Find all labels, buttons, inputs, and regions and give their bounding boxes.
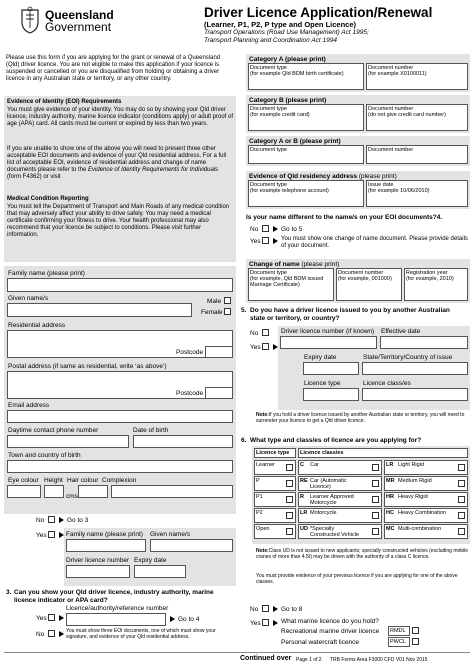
cat-a-doc-type-label: Document type xyxy=(250,65,287,71)
licence-class-label: Heavy Combination xyxy=(398,510,446,516)
cat-ab-doc-type-label: Document type xyxy=(250,147,287,153)
q7-rec-label: Recreational marine driver licence xyxy=(281,628,380,635)
change-doc-type-eg: (for example, Qld BDM issued Marriage Certificate) xyxy=(250,276,324,288)
q2-expiry-field[interactable] xyxy=(134,565,186,578)
cat-b-doc-number-label: Document number xyxy=(368,106,414,112)
category-a-doc-type[interactable] xyxy=(248,63,364,90)
q4-yes-checkbox[interactable] xyxy=(262,237,269,244)
page-number: Page 1 of 2 xyxy=(296,657,322,663)
female-label: Female xyxy=(201,309,223,316)
change-reg-year-label: Registration year xyxy=(406,270,448,276)
licence-type-checkbox[interactable] xyxy=(286,512,293,519)
change-heading-text: Change of name xyxy=(249,261,300,268)
q5-exp-date-label: Expiry date xyxy=(304,354,337,361)
change-reg-year-eg: (for example, 2010) xyxy=(406,276,454,282)
change-doc-type-label: Document type xyxy=(250,270,287,276)
q5-eff-date-field[interactable] xyxy=(380,336,468,349)
q2-no-checkbox[interactable] xyxy=(48,516,55,523)
q7-question: What marine licence do you hold? xyxy=(281,618,379,625)
licence-class-label: Motorcycle xyxy=(310,510,337,516)
q2-expiry-label: Expiry date xyxy=(134,557,167,564)
q6-note-text: Class UD is not issued to new applicants; specially constructed vehicles (excluding mobile cranes of more than 4.5t) may be driven with the authority of a class C licence. xyxy=(256,548,469,560)
licence-class-label: *Specially Constructed Vehicle xyxy=(310,526,359,538)
cat-a-doc-type-eg: (for example Qld BDM birth certificate) xyxy=(250,71,344,77)
q7-yes-label: Yes xyxy=(250,620,261,627)
q4-no-checkbox[interactable] xyxy=(262,225,269,232)
q3-ref-field[interactable] xyxy=(66,613,166,626)
cat-a-doc-number-eg: (for example X0100011) xyxy=(368,71,427,77)
complexion-label: Complexion xyxy=(102,477,137,484)
change-of-name-heading xyxy=(249,261,339,268)
cat-b-doc-type-eg: (for example credit card) xyxy=(250,112,310,118)
eoi-heading: Evidence of Identity (EOI) Requirements xyxy=(7,99,122,105)
q2-yes-label: Yes xyxy=(36,532,47,539)
category-a-heading: Category A (please print) xyxy=(249,56,326,63)
licence-type-checkbox[interactable] xyxy=(286,496,293,503)
male-checkbox[interactable] xyxy=(224,297,231,304)
licence-class-label: Car (Automatic Licence) xyxy=(310,478,347,490)
q4-yes-label: Yes xyxy=(250,238,261,245)
residency-heading-note: (please print) xyxy=(358,173,397,180)
q4-yes-text: You must show one change of name document. Please provide details of your document. xyxy=(281,236,468,249)
q6-note xyxy=(256,548,470,560)
q5-classes-label: Licence class/es xyxy=(363,380,411,387)
residential-postcode-field[interactable] xyxy=(205,346,233,358)
q7-no-checkbox[interactable] xyxy=(262,605,269,612)
org-name-line1: Queensland xyxy=(45,8,114,22)
female-checkbox[interactable] xyxy=(224,308,231,315)
licence-class-cell xyxy=(384,508,468,523)
town-country-field[interactable] xyxy=(7,460,233,473)
q5-note-label: Note: xyxy=(256,412,269,418)
licence-type-checkbox[interactable] xyxy=(286,480,293,487)
q7-pwc-code: PWCL xyxy=(388,637,410,647)
postal-address-label: Postal address (if same as residential, write ‘as above’) xyxy=(8,363,167,370)
residency-issue-label: Issue date xyxy=(368,182,394,188)
residency-doc-type-eg: (for example telephone account) xyxy=(250,188,329,194)
cat-b-doc-number-eg: (do not give credit card number) xyxy=(368,112,446,118)
licence-class-label: Light Rigid xyxy=(398,462,424,468)
licence-class-cell xyxy=(384,476,468,491)
family-name-field[interactable] xyxy=(7,278,233,292)
licence-class-label: Heavy Rigid xyxy=(398,494,428,500)
q5-state-label: State/Territory/Country of issue xyxy=(363,354,453,361)
medical-heading: Medical Condition Reporting xyxy=(7,196,89,202)
licence-class-label: Car xyxy=(310,462,319,468)
q2-family-label: Family name (please print) xyxy=(66,531,143,538)
given-names-label: Given name/s xyxy=(8,295,49,302)
cat-ab-doc-number-label: Document number xyxy=(368,147,414,153)
continued-over: Continued over xyxy=(240,655,292,662)
licence-class-code: MC xyxy=(386,526,395,532)
eoi-paragraph-2 xyxy=(7,146,233,181)
arrow-icon xyxy=(59,631,64,637)
dob-label: Date of birth xyxy=(133,427,169,434)
q4-no-label: No xyxy=(250,226,259,233)
arrow-icon xyxy=(273,620,278,626)
cat-a-doc-number-label: Document number xyxy=(368,65,414,71)
q3-no-checkbox[interactable] xyxy=(48,630,55,637)
licence-type-checkbox[interactable] xyxy=(286,464,293,471)
category-ab-doc-type[interactable] xyxy=(248,145,364,164)
licence-class-code: RE xyxy=(300,478,308,484)
category-ab-doc-number[interactable] xyxy=(366,145,468,164)
category-b-heading: Category B (please print) xyxy=(249,97,327,104)
act-reference-2: Transport Planning and Coordination Act 1994 xyxy=(204,37,337,44)
q5-note xyxy=(256,412,468,424)
complexion-field[interactable] xyxy=(111,485,233,498)
q4-question-text: Is your name different to the name/s on your EOI documents? xyxy=(246,214,437,221)
licence-class-cell xyxy=(298,508,382,523)
eoi-paragraph-1: You must give evidence of your identity. You may do so by showing your Qld driver licence, industry authority, marine licence indicator (conditions apply) or adult proof of age (APA) card. All cards must be current or expired by less than two years. xyxy=(7,107,234,127)
arrow-icon xyxy=(273,238,278,244)
q7-pwc-checkbox[interactable] xyxy=(412,638,419,645)
licence-class-cell xyxy=(298,492,382,507)
arrow-icon xyxy=(59,517,64,523)
category-a-doc-number[interactable] xyxy=(366,63,468,90)
category-ab-heading: Category A or B (please print) xyxy=(249,138,341,145)
residency-issue-eg: (for example 10/06/2010) xyxy=(368,188,430,194)
q5-no-checkbox[interactable] xyxy=(262,329,269,336)
q2-given-label: Given name/s xyxy=(150,531,191,538)
residency-doc-type[interactable] xyxy=(248,180,364,207)
q2-given-field[interactable] xyxy=(150,539,233,552)
licence-class-cell xyxy=(298,460,382,475)
q7-goto: Go to 8 xyxy=(281,606,303,613)
q6-number: 6. xyxy=(241,437,247,444)
q2-no-label: No xyxy=(36,517,45,524)
footer-divider xyxy=(4,652,470,653)
q7-rec-checkbox[interactable] xyxy=(412,627,419,634)
change-doc-type[interactable] xyxy=(248,268,334,301)
licence-type-checkbox[interactable] xyxy=(286,528,293,535)
given-names-field[interactable] xyxy=(7,303,192,317)
eye-colour-field[interactable] xyxy=(7,485,41,498)
licence-class-cell xyxy=(298,476,382,491)
change-heading-note: (please print) xyxy=(301,261,340,268)
q5-dl-number-field[interactable] xyxy=(280,336,377,349)
q3-no-label: No xyxy=(36,631,45,638)
org-name-line2: Government xyxy=(45,20,112,34)
hair-colour-label: Hair colour xyxy=(67,477,99,484)
form-subtitle: (Learner, P1, P2, P type and Open Licence) xyxy=(204,20,356,29)
licence-class-cell xyxy=(384,460,468,475)
licence-class-label: Multi-combination xyxy=(398,526,442,532)
email-field[interactable] xyxy=(7,410,233,423)
category-b-doc-number[interactable] xyxy=(366,104,468,131)
licence-class-checkbox[interactable] xyxy=(458,480,465,487)
q6-evidence: You must provide evidence of your previous licence if you are applying for one of the above classes. xyxy=(256,573,458,585)
q5-eff-date-label: Effective date xyxy=(381,328,421,335)
q5-no-label: No xyxy=(250,330,259,337)
q5-yes-label: Yes xyxy=(250,344,261,351)
q4-goto: Go to 5 xyxy=(281,226,303,233)
arrow-icon xyxy=(273,226,278,232)
eye-colour-label: Eye colour xyxy=(8,477,39,484)
q5-question: Do you have a driver licence issued to you by another Australian state or territory, or country? xyxy=(250,307,450,322)
eoi-p2-end: (form F4362) or visit xyxy=(7,174,61,180)
licence-class-checkbox[interactable] xyxy=(372,480,379,487)
licence-class-checkbox[interactable] xyxy=(458,496,465,503)
residency-issue-date[interactable] xyxy=(366,180,468,207)
licence-class-cell xyxy=(384,524,468,539)
arrow-icon xyxy=(273,606,278,612)
licence-class-cell xyxy=(298,524,382,539)
licence-class-checkbox[interactable] xyxy=(372,496,379,503)
q5-dl-number-label: Driver licence number (if known) xyxy=(281,328,375,335)
eoi-p2-text: If you are unable to show one of the above you will need to present three other acceptable EOI documents and evidence of your Qld residential address. For a full list of acceptable EOI, evidence of residential address and change of name documents please refer to the xyxy=(7,146,227,173)
q3-number: 3. xyxy=(6,589,12,596)
q5-note-text: If you hold a driver licence issued by another Australian state or territory, you will need to surrender your licence to get a Qld driver licence. xyxy=(256,412,465,424)
arrow-icon xyxy=(59,615,64,621)
licence-class-code: R xyxy=(300,494,304,500)
licence-class-label: Medium Rigid xyxy=(398,478,432,484)
licence-class-checkbox[interactable] xyxy=(458,528,465,535)
q2-yes-checkbox[interactable] xyxy=(48,531,55,538)
licence-type-label: P1 xyxy=(256,494,263,500)
licence-class-checkbox[interactable] xyxy=(372,512,379,519)
licence-class-code: C xyxy=(300,462,304,468)
change-doc-number-eg: (for example, 001000) xyxy=(338,276,392,282)
licence-class-checkbox[interactable] xyxy=(372,464,379,471)
q3-question: Can you show your Qld driver licence, industry authority, marine licence indicator or APA card? xyxy=(14,589,214,604)
cat-b-doc-type-label: Document type xyxy=(250,106,287,112)
licence-class-label: Learner Approved Motorcycle xyxy=(310,494,354,506)
residency-heading-text: Evidence of Qld residency address xyxy=(249,173,358,180)
licence-class-code: UD xyxy=(300,526,308,532)
q7-no-label: No xyxy=(250,606,259,613)
email-label: Email address xyxy=(8,402,50,409)
licence-class-checkbox[interactable] xyxy=(372,528,379,535)
q5-state-field[interactable] xyxy=(362,362,468,375)
intro-text: Please use this form if you are applying for the grant or renewal of a Queensland (Qld) driver licence. You are not eligible to make this application if your licence is suspended or cancelled or you are disqualified from holding or obtaining a driver licence in any Australian state or territory, or any other country. xyxy=(6,55,221,82)
licence-class-code: HC xyxy=(386,510,394,516)
category-b-doc-type[interactable] xyxy=(248,104,364,131)
licence-class-checkbox[interactable] xyxy=(458,464,465,471)
q5-classes-field[interactable] xyxy=(362,388,468,401)
q6-class-header: Licence class/es xyxy=(298,448,468,458)
q2-family-field[interactable] xyxy=(66,539,146,552)
arrow-icon xyxy=(170,616,175,622)
licence-type-label: P xyxy=(256,478,260,484)
eoi-form-link[interactable]: Evidence of Identity Requirements for Individuals xyxy=(88,167,219,173)
licence-type-label: Open xyxy=(256,526,270,532)
q3-note: You must show three EOI documents, one of which must show your signature, and evidence of your Qld residential address. xyxy=(66,628,216,640)
q5-exp-date-field[interactable] xyxy=(303,362,359,375)
q2-dl-number-label: Driver licence number xyxy=(66,557,130,564)
q5-number: 5. xyxy=(241,307,247,314)
q2-dl-number-field[interactable] xyxy=(66,565,130,578)
licence-class-cell xyxy=(384,492,468,507)
qld-crest-logo xyxy=(18,6,42,34)
height-label: Height xyxy=(44,477,63,484)
q7-yes-checkbox[interactable] xyxy=(262,619,269,626)
q7-pwc-label: Personal watercraft licence xyxy=(281,639,360,646)
phone-field[interactable] xyxy=(7,435,129,448)
q7-rec-code: RMDL xyxy=(388,626,410,636)
change-doc-number[interactable] xyxy=(336,268,402,301)
licence-class-code: MR xyxy=(386,478,395,484)
q6-question: What type and class/es of licence are you applying for? xyxy=(250,437,422,444)
residency-doc-type-label: Document type xyxy=(250,182,287,188)
q4-number: 4. xyxy=(436,214,443,221)
q5-type-field[interactable] xyxy=(303,388,359,401)
q6-type-header: Licence type xyxy=(254,448,296,458)
form-meta: TRB Forms Area F3000 CFD V01 Nov 2015 xyxy=(330,657,428,663)
town-country-label: Town and country of birth xyxy=(8,452,81,459)
licence-class-code: HR xyxy=(386,494,394,500)
q3-yes-checkbox[interactable] xyxy=(48,614,55,621)
q5-yes-checkbox[interactable] xyxy=(262,343,269,350)
medical-text: You must tell the Department of Transport and Main Roads of any medical condition that may adversely affect your ability to drive safely. You may need a medical certificate confirming your fitness to drive. Your health professional may also recommend that your licence be subject to conditions. Please visit further information. xyxy=(7,204,230,238)
q2-goto: Go to 3 xyxy=(67,517,89,524)
residential-address-label: Residential address xyxy=(8,322,66,329)
q4-question xyxy=(246,214,442,222)
residential-postcode-label: Postcode xyxy=(176,349,204,356)
q3-goto: Go to 4 xyxy=(178,616,200,623)
height-field[interactable] xyxy=(44,485,64,498)
licence-type-label: Learner xyxy=(256,462,275,468)
form-title: Driver Licence Application/Renewal xyxy=(204,5,433,20)
postal-postcode-label: Postcode xyxy=(176,390,204,397)
residency-heading xyxy=(249,173,397,180)
q3-yes-label: Yes xyxy=(36,615,47,622)
change-reg-year[interactable] xyxy=(404,268,468,301)
cms-unit: cms xyxy=(66,493,78,500)
act-reference-1: Transport Operations (Road Use Management) Act 1995; xyxy=(204,29,369,36)
licence-class-code: LR xyxy=(300,510,308,516)
hair-colour-field[interactable] xyxy=(78,485,108,498)
q5-type-label: Licence type xyxy=(304,380,341,387)
family-name-label: Family name (please print) xyxy=(8,270,85,277)
male-label: Male xyxy=(207,298,222,305)
licence-class-code: LR xyxy=(386,462,394,468)
licence-type-label: P2 xyxy=(256,510,263,516)
q6-note-label: Note: xyxy=(256,548,269,554)
dob-field[interactable] xyxy=(133,435,233,448)
postal-postcode-field[interactable] xyxy=(205,387,233,399)
q3-ref-label: Licence/authority/reference number xyxy=(66,605,169,612)
change-doc-number-label: Document number xyxy=(338,270,384,276)
licence-class-checkbox[interactable] xyxy=(458,512,465,519)
phone-label: Daytime contact phone number xyxy=(8,427,99,434)
